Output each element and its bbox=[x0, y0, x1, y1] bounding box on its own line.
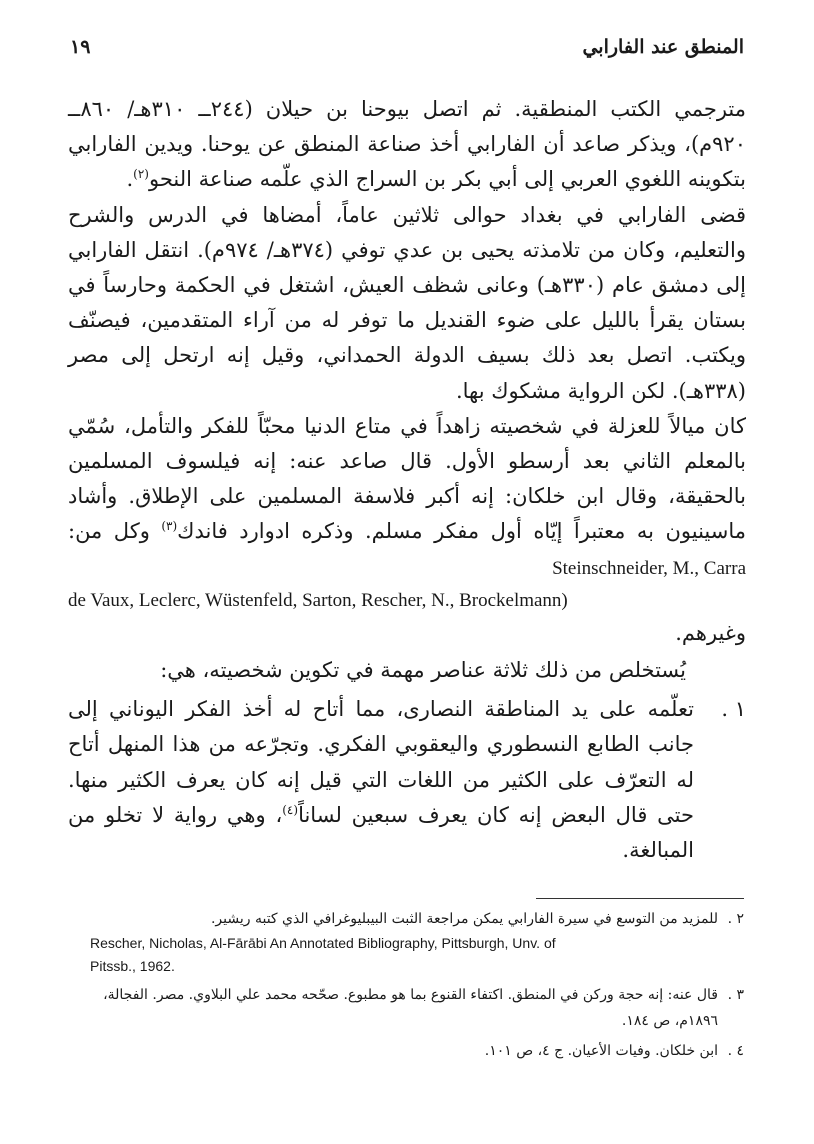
footnote-text: قال عنه: إنه حجة وركن في المنطق. اكتفاء القنوع بما هو مطبوع. صحّحه محمد علي البلاوي. مصر. الفجالة، ١٨٩٦م، ص ١٨٤. bbox=[103, 987, 718, 1029]
footnote-number: ٣ . bbox=[727, 987, 744, 1003]
list-intro: يُستخلص من ذلك ثلاثة عناصر مهمة في تكوين شخصيته، هي: bbox=[160, 658, 686, 683]
footnote-2 bbox=[90, 906, 744, 978]
running-title: المنطق عند الفارابي bbox=[582, 36, 744, 58]
footnote-ref-3: (٣) bbox=[161, 519, 178, 534]
footnote-ref-2: (٢) bbox=[133, 167, 149, 182]
footnote-ref-4: (٤) bbox=[282, 802, 299, 817]
list-item bbox=[68, 692, 746, 868]
paragraph-2: قضى الفارابي في بغداد حوالى ثلاثين عاماً، أمضاها في الدرس والشرح والتعليم، وكان من تلامذته يحيى بن عدي توفي (٣٧٤هـ/ ٩٧٤م). انتقل الفارابي إلى دمشق عام (٣٣٠هـ) وعانى شظف العيش، اشتغل في الحكمة وحارساً في بستان يقرأ بالليل على ضوء القنديل ما توفر له من آراء المتقدمين، فيصنّف ويكتب. اتصل بعد ذلك بسيف الدولة الحمداني، وقيل إنه ارتحل إلى مصر (٣٣٨هـ). لكن الرواية مشكوك بها. bbox=[68, 202, 746, 403]
paragraph-3: كان ميالاً للعزلة في شخصيته زاهداً في متاع الدنيا محبّاً للفكر والتأمل، سُمّي بالمعلم الثاني بعد أرسطو الأول. قال صاعد عنه: إنه فيلسوف المسلمين بالحقيقة، وقال ابن خلكان: إنه أكبر فلاسفة المسلمين على الإطلاق. وأشاد ماسينيون به معتبراً إيّاه أول مفكر مسلم. وذكره ادوارد فاندك$^{(٣)}$ وكل من: Steinschneider, M., Carra bbox=[68, 413, 747, 579]
list-item-text: تعلّمه على يد المناطقة النصارى، مما أتاح له أخذ الفكر اليوناني إلى جانب الطابع النسطوري واليعقوبي الفكري. وتجرّعه من هذا المنهل أتاح له التعرّف على الكثير من اللغات التي قيل إنه كان يعرف الكثير منها. حتى قال البعض إنه كان يعرف سبعين لساناً$^{(٤)}$، وهي رواية لا تخلو من المبالغة. bbox=[68, 697, 694, 863]
list-item-number: ١ . bbox=[721, 697, 746, 722]
footnote-number: ٢ . bbox=[727, 911, 744, 927]
latin-names-1: Steinschneider, M., Carra bbox=[552, 557, 746, 579]
paragraph-1: مترجمي الكتب المنطقية. ثم اتصل بيوحنا بن حيلان (٢٤٤ــ ٣١٠هـ/ ٨٦٠ــ ٩٢٠م)، ويذكر صاعد أن الفارابي أخذ صناعة المنطق عن يوحنا. ويدين الفارابي بتكوينه اللغوي العربي إلى أبي بكر بن السراج الذي علّمه صناعة النحو$^{(٢)}$. bbox=[68, 97, 746, 192]
footnote-4 bbox=[90, 1038, 744, 1064]
footnote-number: ٤ . bbox=[727, 1043, 744, 1059]
footnote-text: للمزيد من التوسع في سيرة الفارابي يمكن مراجعة الثبت البيبليوغرافي الذي كتبه ريشير. bbox=[210, 911, 718, 927]
main-text bbox=[68, 92, 746, 868]
page-header bbox=[70, 30, 744, 64]
paragraph-3-end: وغيرهم. bbox=[675, 620, 746, 645]
latin-names-2: de Vaux, Leclerc, Wüstenfeld, Sarton, Rescher, N., Brockelmann) bbox=[68, 589, 568, 611]
footnote-divider bbox=[536, 898, 744, 899]
footnote-text: ابن خلكان. وفيات الأعيان. ج ٤، ص ١٠١. bbox=[484, 1043, 718, 1059]
footnotes bbox=[90, 906, 744, 1068]
footnote-citation-cont: Pitssb., 1962. bbox=[90, 958, 175, 974]
page-number: ١٩ bbox=[70, 36, 91, 58]
footnote-citation: Rescher, Nicholas, Al-Fārābi An Annotated Bibliography, Pittsburgh, Unv. of bbox=[90, 935, 556, 951]
footnote-3 bbox=[90, 982, 744, 1034]
